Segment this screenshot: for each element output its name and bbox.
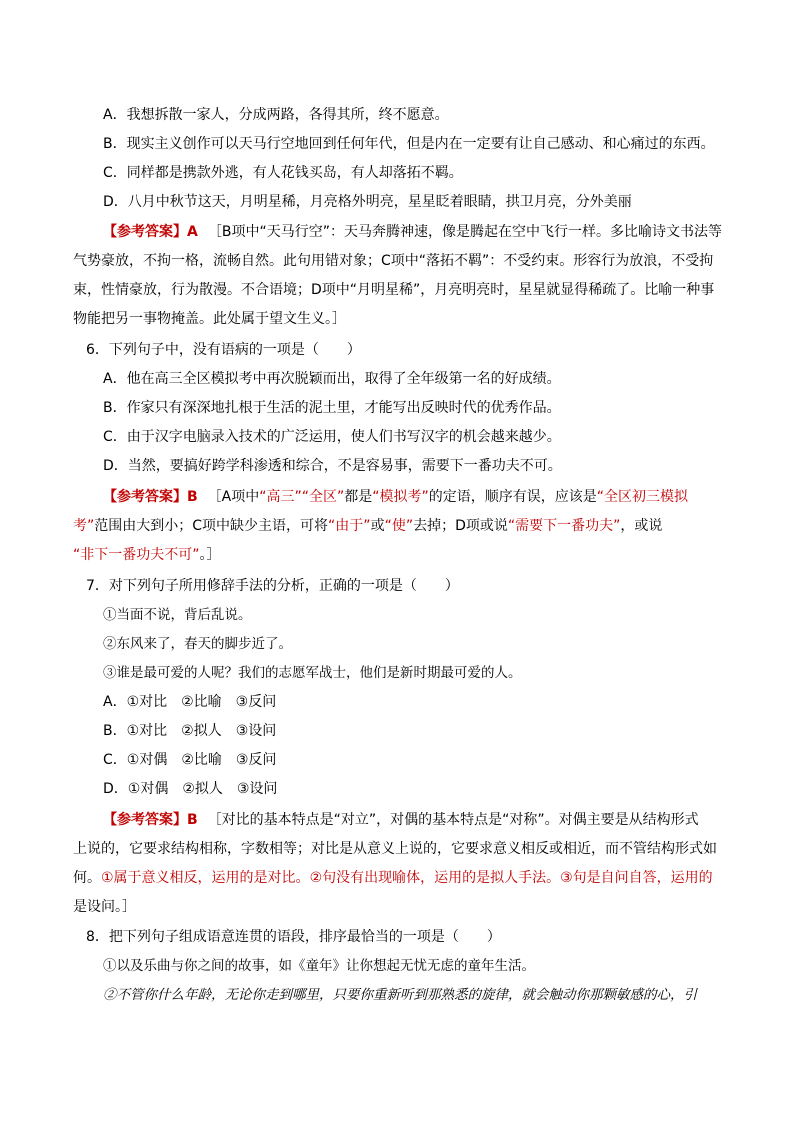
q6-answer-seg: 都是 [344,489,373,505]
q7-option-b: B．①对比 ②拟人 ③设问 [103,723,277,739]
q6-answer-red: “全区” [301,489,345,505]
q8-sentence-2: ②不管你什么年龄，无论你走到哪里，只要你重新听到那熟悉的旋律，就会触动你那颗敏感的心，引 [103,987,697,1003]
q7-answer-line2: 上说的，它要求结构相称，字数相等；对比是从意义上说的，它要求意义相反或相近，而不管结构形式如 [73,841,717,857]
q7-answer-red: ①属于意义相反，运用的是对比。 [101,870,310,886]
q6-answer-tag: 【参考答案】B [103,489,198,505]
q6-answer-line1 [103,487,688,507]
q6-option-d: D．当然，要搞好跨学科渗透和综合，不是容易事，需要下一番功夫不可。 [103,458,562,474]
q8-sentence-1: ①以及乐曲与你之间的故事，如《童年》让你想起无忧无虑的童年生活。 [103,958,535,974]
q6-answer-seg: ［A项中 [207,489,260,505]
q6-answer-red: “由于” [328,518,371,534]
q7-answer-line1 [103,810,699,830]
q6-answer-red: 考” [73,518,95,534]
q5-answer-text1: ［B项中“天马行空”：天马奔腾神速，像是腾起在空中飞行一样。多比喻诗文书法等 [207,224,722,240]
q7-answer-red: ②句没有出现喻体，运用的是拟人手法。 [309,870,561,886]
q6-option-c: C．由于汉字电脑录入技术的广泛运用，使人们书写汉字的机会越来越少。 [103,429,561,445]
q5-option-b: B．现实主义创作可以天马行空地回到任何年代，但是内在一定要有让自己感动、和心痛过的东西。 [103,136,715,152]
q6-answer-seg: 的定语，顺序有误，应该是 [428,489,597,505]
q7-answer-red: ③句是自问自答，运用的 [560,870,713,886]
q7-sentence-2: ②东风来了，春天的脚步近了。 [103,636,292,652]
q5-answer-line2: 气势豪放，不拘一格，流畅自然。此句用错对象；C项中“落拓不羁”：不受约束。形容行为放浪，不受拘 [73,253,714,269]
q7-option-d: D．①对偶 ②拟人 ③设问 [103,781,278,797]
q5-option-c: C．同样都是携款外逃，有人花钱买岛，有人却落拓不羁。 [103,165,463,181]
q6-answer-seg: ，或说 [620,518,663,534]
q6-answer-seg: 去掉；D项或说 [413,518,508,534]
q7-sentence-3: ③谁是最可爱的人呢？我们的志愿军战士，他们是新时期最可爱的人。 [103,665,522,681]
q6-answer-line2 [73,516,662,536]
q8-stem: 8．把下列句子组成语意连贯的语段，排序最恰当的一项是（ ） [86,929,501,945]
q7-option-c: C．①对偶 ②比喻 ③反问 [103,752,277,768]
q7-answer-line3 [73,868,713,888]
q5-answer-line4: 物能把另一事物掩盖。此处属于望文生义。］ [73,311,346,327]
q6-answer-seg: 范围由大到小；C项中缺少主语，可将 [94,518,329,534]
q6-answer-seg: 。］ [199,547,221,563]
q6-answer-line3 [73,545,221,565]
q6-answer-red: “高三” [259,489,302,505]
q6-answer-seg: 或 [370,518,385,534]
q7-answer-text1: ［对比的基本特点是“对立”，对偶的基本特点是“对称”。对偶主要是从结构形式 [207,812,699,828]
q5-answer-tag: 【参考答案】A [103,224,198,240]
q7-answer-seg: 何。 [73,870,101,886]
q6-stem: 6．下列句子中，没有语病的一项是（ ） [86,342,361,358]
q6-answer-red: “使” [384,518,414,534]
q7-stem: 7．对下列句子所用修辞手法的分析，正确的一项是（ ） [86,578,459,594]
q6-option-b: B．作家只有深深地扎根于生活的泥土里，才能写出反映时代的优秀作品。 [103,400,561,416]
q5-option-a: A．我想拆散一家人，分成两路，各得其所，终不愿意。 [103,107,449,123]
q7-sentence-1: ①当面不说，背后乱说。 [103,607,252,623]
q6-answer-red: “模拟考” [372,489,429,505]
q7-answer-line4: 是设问。］ [73,899,136,915]
q6-answer-red: “非下一番功夫不可” [73,547,200,563]
q7-option-a: A．①对比 ②比喻 ③反问 [103,694,277,710]
q5-option-d: D．八月中秋节这天，月明星稀，月亮格外明亮，星星眨着眼睛，拱卫月亮，分外美丽 [103,194,632,210]
q5-answer-line1 [103,222,722,242]
q6-option-a: A．他在高三全区模拟考中再次脱颖而出，取得了全年级第一名的好成绩。 [103,371,561,387]
q5-answer-line3: 束，性情豪放，行为散漫。不合语境；D项中“月明星稀”，月亮明亮时，星星就显得稀疏了。比喻一种事 [73,282,715,298]
q6-answer-red: “需要下一番功夫” [507,518,621,534]
q7-answer-tag: 【参考答案】B [103,812,198,828]
q6-answer-red: “全区初三模拟 [596,489,689,505]
